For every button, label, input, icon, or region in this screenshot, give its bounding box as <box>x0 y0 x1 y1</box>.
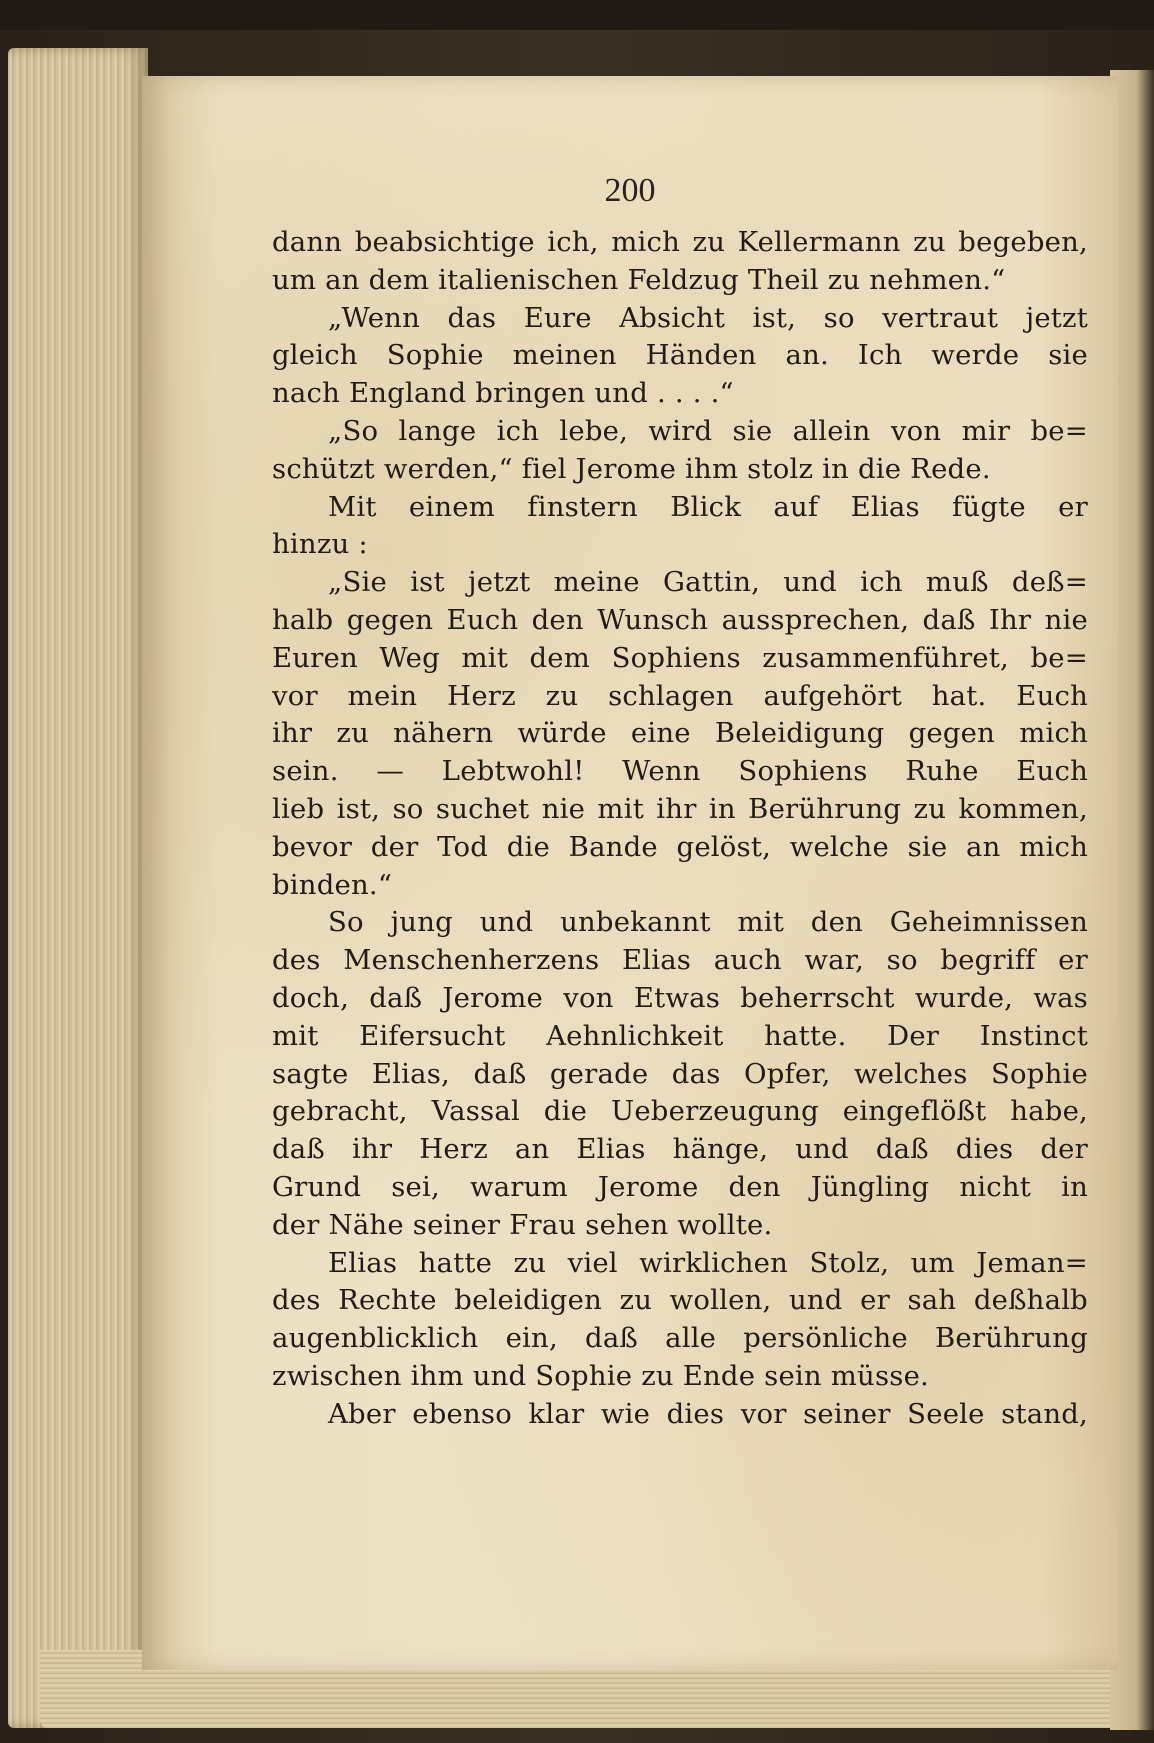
text-line: des Rechte beleidigen zu wollen, und er sah deßhalb <box>272 1284 1088 1317</box>
text-line: Mit einem finstern Blick auf Elias fügte er <box>328 490 1088 523</box>
text-line: Elias hatte zu viel wirklichen Stolz, um Jeman= <box>328 1246 1088 1279</box>
text-line: um an dem italienischen Feldzug Theil zu nehmen.“ <box>272 263 1006 296</box>
text-line: der Nähe seiner Frau sehen wollte. <box>272 1208 773 1241</box>
text-line: schützt werden,“ fiel Jerome ihm stolz in die Rede. <box>272 452 991 485</box>
text-line: „Wenn das Eure Absicht ist, so vertraut jetzt <box>328 301 1088 334</box>
text-line: hinzu : <box>272 528 368 561</box>
page-number: 200 <box>604 172 656 209</box>
text-line: dann beabsichtige ich, mich zu Kellermann zu begeben, <box>272 226 1088 258</box>
text-line: nach England bringen und . . . .“ <box>272 377 734 410</box>
text-line: bevor der Tod die Bande gelöst, welche sie an mich <box>272 830 1088 863</box>
text-line: „Sie ist jetzt meine Gattin, und ich muß deß= <box>328 566 1088 599</box>
text-line: daß ihr Herz an Elias hänge, und daß dies der <box>272 1133 1088 1166</box>
text-line: sein. — Lebtwohl! Wenn Sophiens Ruhe Euch <box>272 755 1088 788</box>
text-line: mit Eifersucht Aehnlichkeit hatte. Der Instinct <box>272 1019 1088 1052</box>
page-body-text <box>272 224 1088 1434</box>
text-line: Aber ebenso klar wie dies vor seiner Seele stand, <box>328 1397 1088 1430</box>
text-line: vor mein Herz zu schlagen aufgehört hat. Euch <box>272 679 1088 712</box>
text-line: gleich Sophie meinen Händen an. Ich werde sie <box>272 339 1088 372</box>
text-line: Euren Weg mit dem Sophiens zusammenführet, be= <box>272 641 1088 674</box>
text-line: halb gegen Euch den Wunsch aussprechen, daß Ihr nie <box>272 603 1088 636</box>
text-line: zwischen ihm und Sophie zu Ende sein müsse. <box>272 1359 929 1392</box>
text-line: „So lange ich lebe, wird sie allein von mir be= <box>328 414 1088 447</box>
text-line: Grund sei, warum Jerome den Jüngling nicht in <box>272 1170 1088 1203</box>
text-line: des Menschenherzens Elias auch war, so begriff er <box>272 944 1088 977</box>
page-stack-left <box>8 48 148 1728</box>
text-line: lieb ist, so suchet nie mit ihr in Berührung zu kommen, <box>272 792 1088 825</box>
text-line: doch, daß Jerome von Etwas beherrscht wurde, was <box>272 981 1088 1014</box>
text-line: augenblicklich ein, daß alle persönliche Berührung <box>272 1322 1088 1355</box>
text-line: ihr zu nähern würde eine Beleidigung gegen mich <box>272 717 1088 750</box>
text-line: binden.“ <box>272 868 393 901</box>
text-line: So jung und unbekannt mit den Geheimnissen <box>328 906 1088 939</box>
book-page <box>142 76 1118 1670</box>
text-line: gebracht, Vassal die Ueberzeugung eingeflößt habe, <box>272 1095 1088 1128</box>
text-line: sagte Elias, daß gerade das Opfer, welches Sophie <box>272 1057 1088 1090</box>
